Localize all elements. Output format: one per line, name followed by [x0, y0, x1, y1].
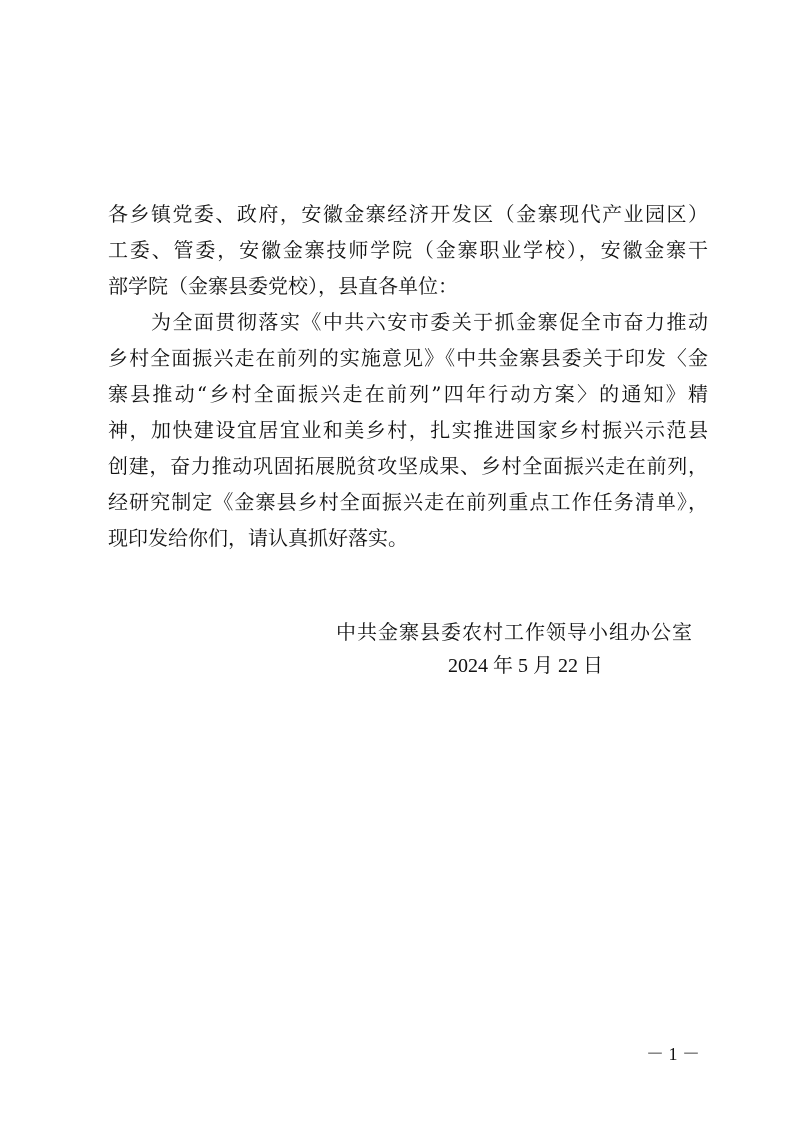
body-line: 神，加快建设宜居宜业和美乡村，扎实推进国家乡村振兴示范县: [108, 418, 708, 442]
body-line: 现印发给你们，请认真抓好落实。: [108, 526, 408, 550]
signing-date: 2024 年 5 月 22 日: [448, 655, 603, 677]
body-line: 乡村全面振兴走在前列的实施意见》《中共金寨县委关于印发〈金: [108, 346, 708, 370]
addressee-line: 工委、管委，安徽金寨技师学院（金寨职业学校），安徽金寨干: [108, 238, 708, 262]
body-line: 寨县推动“乡村全面振兴走在前列”四年行动方案〉的通知》精: [108, 382, 708, 406]
body-line: 创建，奋力推动巩固拓展脱贫攻坚成果、乡村全面振兴走在前列，: [108, 454, 708, 478]
body-line: 经研究制定《金寨县乡村全面振兴走在前列重点工作任务清单》，: [108, 490, 708, 514]
signing-organization: 中共金寨县委农村工作领导小组办公室: [336, 620, 693, 644]
body-line: 为全面贯彻落实《中共六安市委关于抓金寨促全市奋力推动: [108, 310, 708, 334]
addressee-line: 部学院（金寨县委党校），县直各单位：: [108, 274, 458, 298]
page-number: － 1 －: [646, 1044, 700, 1064]
addressee-line: 各乡镇党委、政府，安徽金寨经济开发区（金寨现代产业园区）: [108, 202, 708, 226]
